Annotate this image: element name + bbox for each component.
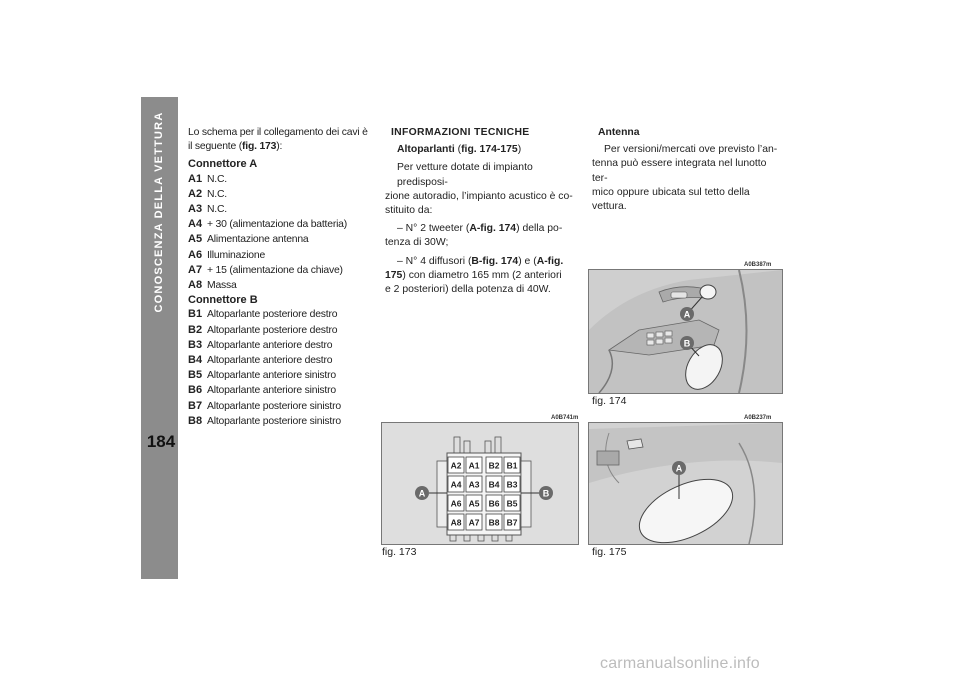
- pin-row: [188, 232, 368, 247]
- pin-label: A6: [450, 498, 462, 509]
- pin-key: B8: [188, 414, 203, 427]
- speakers-para-1-line-3: stituito da:: [385, 205, 433, 217]
- pin-label: B8: [488, 517, 500, 528]
- pin-description: + 15 (alimentazione da chiave): [207, 264, 343, 276]
- pin-description: Massa: [207, 280, 237, 292]
- callout-b-label: B: [683, 338, 691, 349]
- intro-line-1: Lo schema per il collegamento dei cavi è: [188, 127, 368, 138]
- pin-row: [188, 278, 368, 293]
- section-title: [141, 97, 178, 327]
- section-title-text: CONOSCENZA DELLA VETTURA: [153, 111, 165, 313]
- fig175-code: A0B237m: [744, 415, 772, 421]
- pin-description: Altoparlante anteriore destro: [207, 355, 333, 367]
- technical-info-heading: INFORMAZIONI TECNICHE: [391, 127, 530, 138]
- fig173-caption: fig. 173: [382, 546, 417, 558]
- connector-a-list: [188, 172, 368, 294]
- connector-b-list: [188, 307, 368, 429]
- pin-key: A5: [188, 233, 203, 246]
- pin-key: A1: [188, 172, 203, 185]
- pin-row: [188, 307, 368, 322]
- watermark: carmanualsonline.info: [600, 655, 760, 672]
- connector-a-title: Connettore A: [188, 158, 258, 171]
- intro-line-2: il seguente (fig. 173):: [188, 141, 283, 153]
- pin-description: N.C.: [207, 173, 227, 185]
- antenna-line-2: tenna può essere integrata nel lunotto ter-: [592, 158, 767, 184]
- pin-label: A1: [468, 460, 480, 471]
- column-antenna: [592, 126, 782, 214]
- speakers-subheading: Altoparlanti (fig. 174-175): [397, 144, 522, 156]
- pin-key: A7: [188, 263, 203, 276]
- fig173-code: A0B741m: [551, 415, 579, 421]
- pin-key: A3: [188, 203, 203, 216]
- pin-description: Altoparlante posteriore destro: [207, 309, 338, 321]
- pin-description: N.C.: [207, 188, 227, 200]
- fig175-caption: fig. 175: [592, 546, 627, 558]
- pin-label: B3: [506, 479, 518, 490]
- pin-description: Altoparlante posteriore sinistro: [207, 415, 341, 427]
- pin-key: B7: [188, 399, 203, 412]
- connector-diagram-svg: [382, 423, 578, 544]
- woofer-line-3: e 2 posteriori) della potenza di 40W.: [385, 284, 551, 296]
- pin-key: A8: [188, 279, 203, 292]
- callout-a-label: A: [683, 309, 691, 320]
- pin-row: [188, 383, 368, 398]
- connector-b-title: Connettore B: [188, 294, 258, 307]
- tweeter-line-2: tenza di 30W;: [385, 237, 449, 249]
- pin-label: A7: [468, 517, 480, 528]
- antenna-line-1: Per versioni/mercati ove previsto l’an-: [604, 144, 778, 156]
- pin-row: [188, 248, 368, 263]
- fig173-connector-diagram: [381, 422, 579, 545]
- fig175-rear-door-photo: [588, 422, 783, 545]
- pin-label: A8: [450, 517, 462, 528]
- pin-label: B4: [488, 479, 500, 490]
- woofer-line: – N° 4 diffusori (B-fig. 174) e (A-fig.: [397, 255, 564, 267]
- pin-label: A5: [468, 498, 480, 509]
- pin-key: B1: [188, 308, 203, 321]
- speakers-para-1-line-2: zione autoradio, l’impianto acustico è co-: [385, 190, 573, 202]
- pin-row: [188, 323, 368, 338]
- pin-label: A2: [450, 460, 462, 471]
- callout-a-label: A: [675, 463, 683, 474]
- pin-label: B1: [506, 460, 518, 471]
- pin-description: Altoparlante posteriore destro: [207, 324, 338, 336]
- pin-row: [188, 202, 368, 217]
- pin-description: Altoparlante anteriore destro: [207, 339, 333, 351]
- pin-row: [188, 414, 368, 429]
- pin-description: + 30 (alimentazione da batteria): [207, 219, 348, 231]
- section-sidebar: [141, 97, 178, 579]
- tweeter-line: – N° 2 tweeter (A-fig. 174) della po-: [397, 223, 563, 235]
- pin-description: Altoparlante posteriore sinistro: [207, 400, 341, 412]
- pin-key: B2: [188, 323, 203, 336]
- pin-description: Illuminazione: [207, 249, 266, 261]
- callout-a-label: A: [418, 488, 426, 499]
- pin-label: A4: [450, 479, 462, 490]
- pin-row: [188, 263, 368, 278]
- pin-description: Alimentazione antenna: [207, 234, 309, 246]
- pin-label: B2: [488, 460, 500, 471]
- pin-key: B5: [188, 369, 203, 382]
- pin-label: B7: [506, 517, 518, 528]
- pin-key: B6: [188, 384, 203, 397]
- fig-ref: fig. 173: [242, 141, 277, 153]
- speakers-para-1: Per vetture dotate di impianto predisposi-: [397, 162, 533, 188]
- pin-key: A6: [188, 248, 203, 261]
- pin-label: B5: [506, 498, 518, 509]
- pin-row: [188, 368, 368, 383]
- tweeter-icon: [700, 285, 716, 299]
- pin-description: Altoparlante anteriore sinistro: [207, 370, 336, 382]
- pin-key: B3: [188, 338, 203, 351]
- pin-description: Altoparlante anteriore sinistro: [207, 385, 336, 397]
- antenna-line-3: mico oppure ubicata sul tetto della vettura.: [592, 186, 750, 213]
- fig174-caption: fig. 174: [592, 395, 627, 407]
- pin-row: [188, 338, 368, 353]
- column-connectors: [188, 126, 368, 429]
- pin-label: B6: [488, 498, 500, 509]
- woofer-line-2: 175) con diametro 165 mm (2 anteriori: [385, 269, 562, 281]
- rear-door-svg: [589, 423, 782, 544]
- fig174-code: A0B387m: [744, 262, 772, 268]
- column-technical-info: [385, 126, 575, 297]
- callout-b-label: B: [542, 488, 550, 499]
- pin-label: A3: [468, 479, 480, 490]
- pin-key: A2: [188, 187, 203, 200]
- page-number: 184: [146, 432, 176, 451]
- pin-description: N.C.: [207, 204, 227, 216]
- pin-row: [188, 353, 368, 368]
- pin-row: [188, 399, 368, 414]
- door-panel-svg: [589, 270, 782, 393]
- pin-row: [188, 217, 368, 232]
- antenna-heading: Antenna: [598, 127, 640, 138]
- fig174-door-panel-photo: [588, 269, 783, 394]
- pin-row: [188, 172, 368, 187]
- pin-key: B4: [188, 354, 203, 367]
- pin-row: [188, 187, 368, 202]
- pin-key: A4: [188, 218, 203, 231]
